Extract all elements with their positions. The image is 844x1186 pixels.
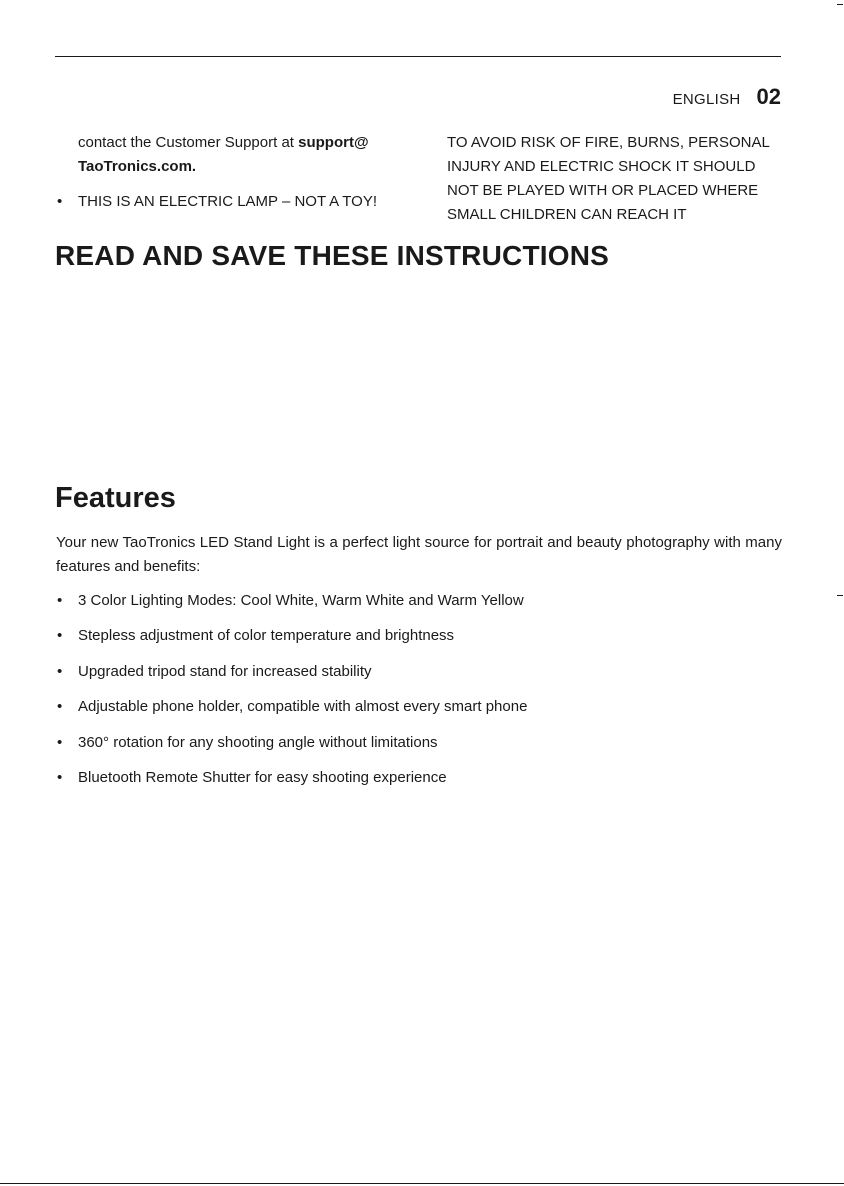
features-list bbox=[56, 589, 782, 801]
list-item bbox=[56, 731, 782, 766]
safety-line: NOT BE PLAYED WITH OR PLACED WHERE bbox=[447, 182, 759, 199]
feature-text: Upgraded tripod stand for increased stability bbox=[78, 662, 372, 680]
list-item bbox=[56, 624, 782, 659]
bullet-icon: • bbox=[57, 627, 63, 645]
list-item bbox=[56, 660, 782, 695]
page-header bbox=[673, 84, 781, 110]
list-item bbox=[56, 190, 406, 214]
list-item bbox=[56, 766, 782, 801]
support-contact bbox=[56, 131, 406, 179]
feature-text: Bluetooth Remote Shutter for easy shooting experience bbox=[78, 768, 447, 786]
left-column bbox=[56, 131, 406, 214]
safety-line: TO AVOID RISK OF FIRE, BURNS, PERSONAL bbox=[447, 134, 770, 151]
warning-text: THIS IS AN ELECTRIC LAMP – NOT A TOY! bbox=[78, 193, 377, 210]
top-rule bbox=[55, 56, 781, 57]
support-email-part1: support@ bbox=[298, 134, 369, 151]
safety-line: INJURY AND ELECTRIC SHOCK IT SHOULD bbox=[447, 158, 756, 175]
features-heading: Features bbox=[55, 482, 176, 514]
page-number: 02 bbox=[756, 84, 781, 109]
feature-text: 3 Color Lighting Modes: Cool White, Warm White and Warm Yellow bbox=[78, 592, 524, 609]
bottom-rule bbox=[0, 1183, 844, 1184]
crop-mark-middle-right bbox=[837, 595, 843, 596]
bullet-icon: • bbox=[57, 193, 63, 210]
bullet-icon: • bbox=[57, 768, 63, 786]
warning-list bbox=[56, 190, 406, 214]
right-column bbox=[447, 131, 787, 227]
safety-line: SMALL CHILDREN CAN REACH IT bbox=[447, 206, 687, 223]
instructions-heading: READ AND SAVE THESE INSTRUCTIONS bbox=[55, 240, 609, 271]
support-email-part2: TaoTronics.com. bbox=[78, 158, 197, 175]
bullet-icon: • bbox=[57, 662, 63, 680]
feature-text: Stepless adjustment of color temperature and brightness bbox=[78, 627, 455, 645]
page-language: ENGLISH bbox=[672, 91, 741, 108]
feature-text: 360° rotation for any shooting angle without limitations bbox=[78, 733, 438, 751]
bullet-icon: • bbox=[57, 733, 63, 751]
bullet-icon: • bbox=[57, 592, 63, 609]
feature-text: Adjustable phone holder, compatible with almost every smart phone bbox=[78, 698, 528, 716]
crop-mark-top-right bbox=[837, 4, 843, 5]
features-intro: Your new TaoTronics LED Stand Light is a perfect light source for portrait and beauty photography with many features and benefits: bbox=[56, 534, 782, 575]
list-item bbox=[56, 589, 782, 624]
list-item bbox=[56, 695, 782, 730]
support-prefix: contact the Customer Support at bbox=[78, 134, 299, 151]
bullet-icon: • bbox=[57, 698, 63, 716]
